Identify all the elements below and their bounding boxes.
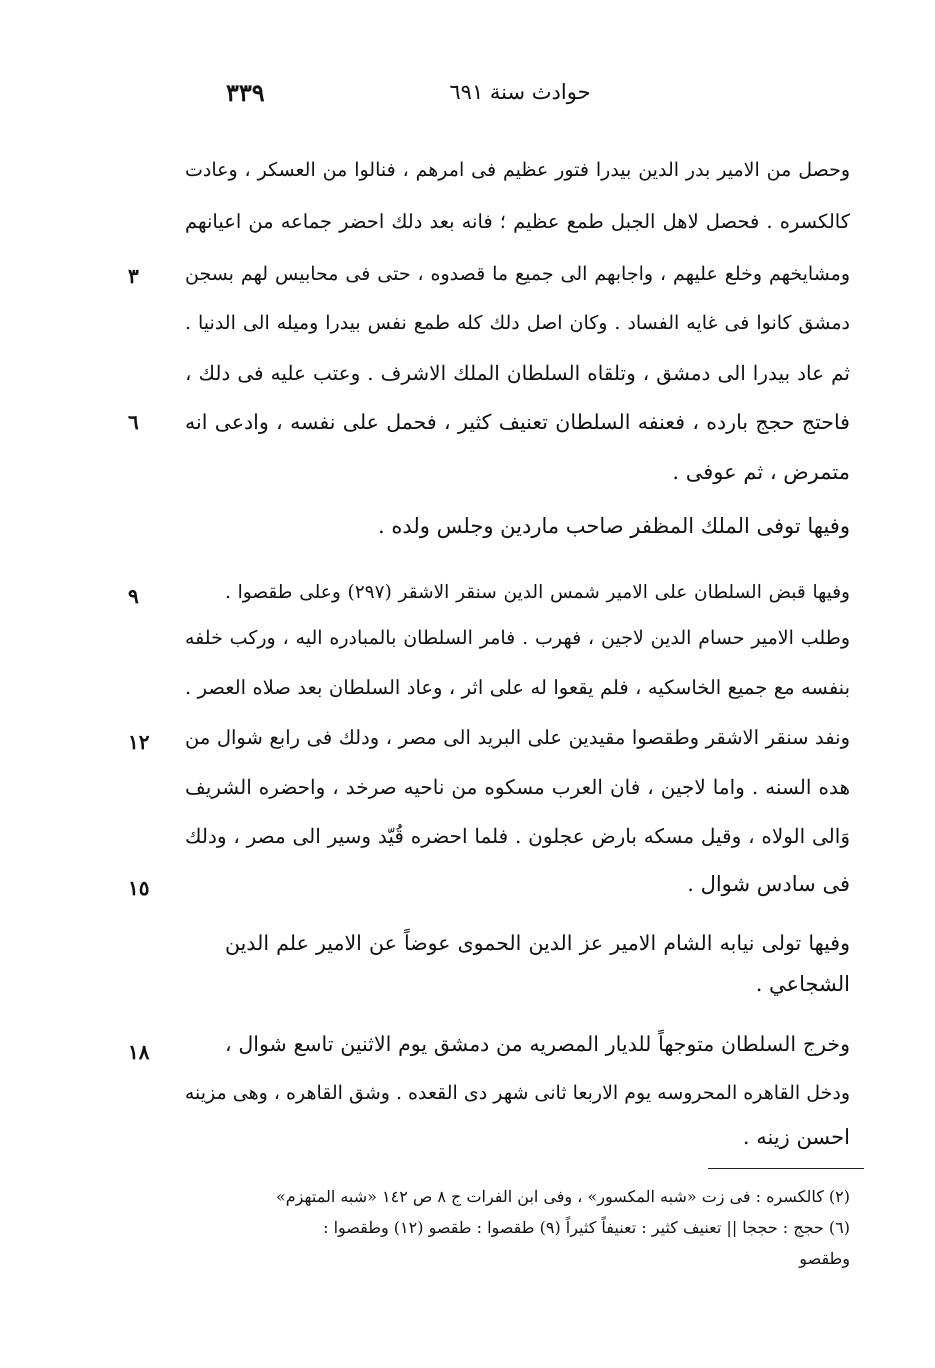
text-line: وفيها قبض السلطان على الامير شمس الدين سنقر الاشقر (٢٩٧) وعلى طقصوا . — [225, 582, 850, 603]
text-line: وفيها تولى نيابه الشام الامير عز الدين الحموى عوضاً عن الامير علم الدين — [225, 931, 850, 955]
text-line: فى سادس شوال . — [687, 872, 850, 896]
text-line: وحصل من الامير بدر الدين بيدرا فتور عظيم فى امرهم ، فنالوا من العسكر ، وعادت — [185, 159, 850, 181]
running-title: حوادث سنة ٦٩١ — [449, 80, 591, 104]
text-line: فاحتج حجج بارده ، فعنفه السلطان تعنيف كثير ، فحمل على نفسه ، وادعى انه — [185, 410, 850, 434]
footnote-line: (٢) كالكسره : فى زت «شبه المكسور» ، وفى ابن الفرات ج ٨ ص ١٤٢ «شبه المتهزم» — [275, 1187, 850, 1206]
line-number: ١٢ — [128, 730, 150, 754]
text-line: متمرض ، ثم عوفى . — [672, 460, 850, 484]
line-number: ٣ — [128, 264, 139, 288]
text-line: وطلب الامير حسام الدين لاجين ، فهرب . فامر السلطان بالمبادره اليه ، وركب خلفه — [185, 627, 850, 649]
text-line: وَالى الولاه ، وقيل مسكه بارض عجلون . فلما احضره قُيّد وسير الى مصر ، ودلك — [185, 824, 850, 848]
text-line: هده السنه . واما لاجين ، فان العرب مسكوه من ناحيه صرخد ، واحضره الشريف — [185, 775, 850, 799]
line-number: ٩ — [128, 584, 139, 608]
text-line: وخرج السلطان متوجهاً للديار المصريه من دمشق يوم الاثنين تاسع شوال ، — [225, 1032, 850, 1056]
text-line: ثم عاد بيدرا الى دمشق ، وتلقاه السلطان الملك الاشرف . وعتب عليه فى دلك ، — [185, 361, 850, 385]
line-number: ١٨ — [128, 1040, 150, 1064]
page-header — [0, 78, 935, 112]
text-line: الشجاعي . — [755, 972, 850, 996]
text-line: احسن زينه . — [742, 1125, 850, 1149]
text-line: ونفد سنقر الاشقر وطقصوا مقيدين على البريد الى مصر ، ودلك فى رابع شوال من — [185, 726, 850, 749]
footnote-line: وطقصو — [799, 1249, 850, 1268]
text-line: كالكسره . فحصل لاهل الجبل طمع عظيم ؛ فانه بعد دلك احضر جماعه من اعيانهم — [185, 210, 850, 233]
line-number: ١٥ — [128, 876, 150, 900]
footnote-rule — [708, 1168, 864, 1169]
text-line: ودخل القاهره المحروسه يوم الاربعا ثانى شهر دى القعده . وشق القاهره ، وهى مزينه — [185, 1082, 850, 1104]
footnote-line: (٦) حجج : حججا || تعنيف كثير : تعنيفاً كثيراً (٩) طقصوا : طقصو (١٢) وطقصوا : — [323, 1218, 850, 1237]
text-line: وفيها توفى الملك المظفر صاحب ماردين وجلس ولده . — [378, 514, 850, 538]
page-number: ٣٣٩ — [226, 78, 265, 107]
text-line: بنفسه مع جميع الخاسكيه ، فلم يقعوا له على اثر ، وعاد السلطان بعد صلاه العصر . — [185, 676, 850, 699]
text-line: دمشق كانوا فى غايه الفساد . وكان اصل دلك كله طمع نفس بيدرا وميله الى الدنيا . — [185, 312, 850, 334]
line-number: ٦ — [128, 410, 139, 434]
text-line: ومشايخهم وخلع عليهم ، واجابهم الى جميع ما قصدوه ، حتى فى محابيس لهم بسجن — [185, 263, 850, 285]
